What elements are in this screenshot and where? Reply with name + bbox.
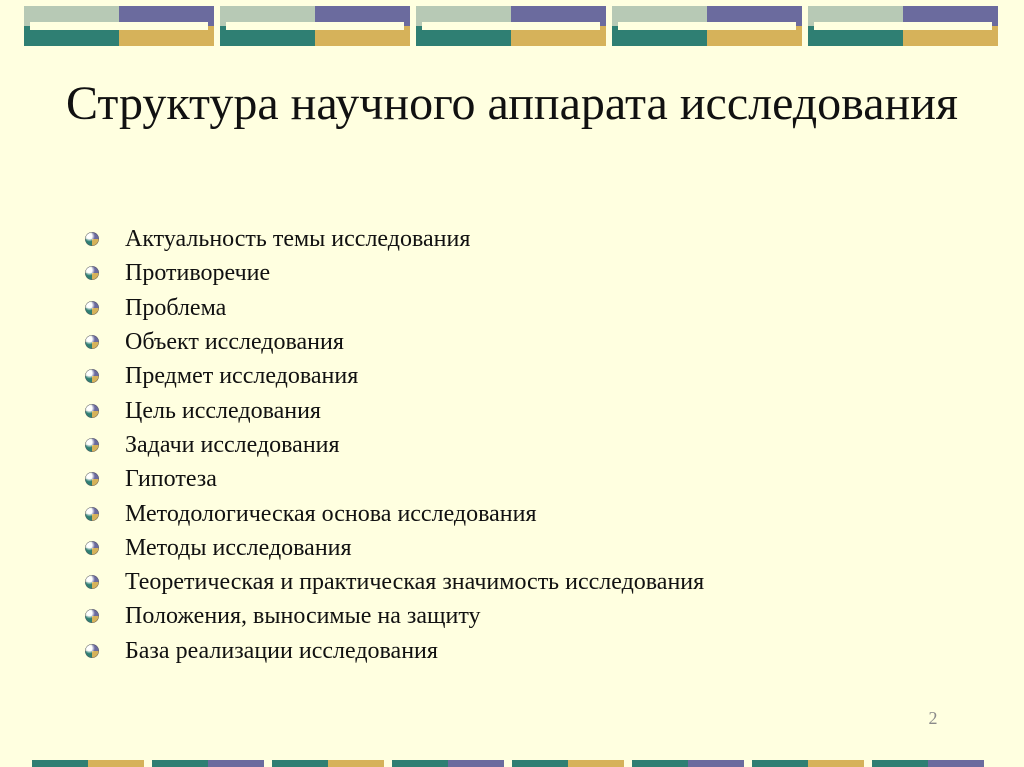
banner-tile [24,6,214,46]
bullet-icon [85,266,99,280]
list-item [85,256,965,290]
list-item-text: Положения, выносимые на защиту [125,603,481,630]
bullet-icon [85,507,99,521]
band-tile [392,760,504,767]
banner-tile [220,6,410,46]
list-item [85,496,965,530]
list-item [85,565,965,599]
list-item [85,599,965,633]
bullet-icon [85,609,99,623]
bullet-icon [85,644,99,658]
bullet-icon [85,438,99,452]
slide-number: 2 [928,708,938,728]
list-item [85,393,965,427]
list-item [85,462,965,496]
list-item-text: Противоречие [125,260,271,287]
slide-title: Структура научного аппарата исследования [66,77,958,130]
list-item-text: Актуальность темы исследования [125,226,471,253]
bullet-icon [85,232,99,246]
list-item-text: Предмет исследования [125,363,359,390]
list-item-text: Гипотеза [125,466,217,493]
list-item-text: Задачи исследования [125,431,340,458]
list-item-text: Проблема [125,294,227,321]
band-tile [272,760,384,767]
band-tile [512,760,624,767]
bullet-icon [85,404,99,418]
list-item-text: Теоретическая и практическая значимость исследования [125,569,705,596]
bullet-icon [85,335,99,349]
list-item [85,359,965,393]
band-tile [752,760,864,767]
list-item-text: База реализации исследования [125,637,438,664]
list-item-text: Методологическая основа исследования [125,500,537,527]
bottom-decorative-band [0,756,1024,767]
banner-tile [612,6,802,46]
bullet-icon [85,575,99,589]
list-item [85,428,965,462]
band-tile [872,760,984,767]
band-tile [632,760,744,767]
bullet-icon [85,301,99,315]
list-item-text: Цель исследования [125,397,321,424]
list-item-text: Методы исследования [125,534,352,561]
list-item [85,222,965,256]
bullet-icon [85,472,99,486]
list-item [85,634,965,668]
band-tile [152,760,264,767]
band-tile [32,760,144,767]
list-item [85,531,965,565]
top-decorative-banner [0,0,1024,52]
list-item [85,291,965,325]
list-item [85,325,965,359]
bullet-list [85,222,965,668]
bullet-icon [85,369,99,383]
bullet-icon [85,541,99,555]
banner-tile [416,6,606,46]
list-item-text: Объект исследования [125,329,344,356]
banner-tile [808,6,998,46]
